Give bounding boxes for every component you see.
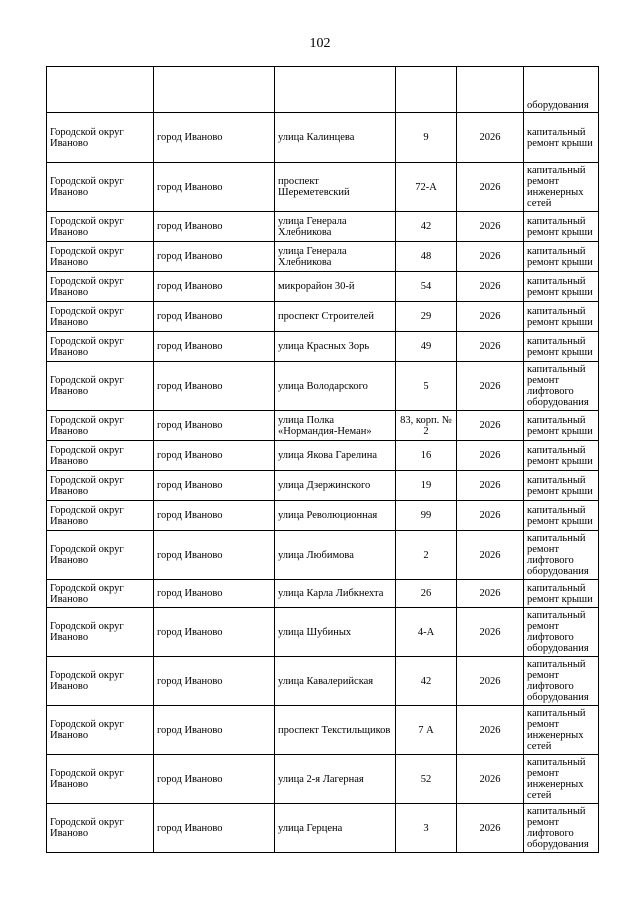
table-row (47, 706, 599, 755)
cell-city: город Иваново (154, 302, 275, 332)
cell-work: капитальный ремонт крыши (524, 302, 599, 332)
cell-street: улица Генерала Хлебникова (275, 242, 396, 272)
cell-okrug: Городской округ Иваново (47, 242, 154, 272)
cell-house: 54 (396, 272, 457, 302)
cell-city: город Иваново (154, 113, 275, 163)
cell-city: город Иваново (154, 471, 275, 501)
table-row (47, 755, 599, 804)
page-number: 102 (309, 36, 331, 51)
cell-house: 29 (396, 302, 457, 332)
cell-okrug: Городской округ Иваново (47, 501, 154, 531)
cell-city: город Иваново (154, 657, 275, 706)
cell-street: улица Карла Либкнехта (275, 580, 396, 608)
cell-house: 7 А (396, 706, 457, 755)
cell-okrug: Городской округ Иваново (47, 163, 154, 212)
cell-city: город Иваново (154, 441, 275, 471)
table-row (47, 804, 599, 853)
table-row (47, 657, 599, 706)
cell-house: 19 (396, 471, 457, 501)
cell-okrug: Городской округ Иваново (47, 608, 154, 657)
cell-work: капитальный ремонт лифтового оборудования (524, 531, 599, 580)
cell-year: 2026 (457, 212, 524, 242)
cell-okrug: Городской округ Иваново (47, 531, 154, 580)
cell-city: город Иваново (154, 804, 275, 853)
table-row (47, 302, 599, 332)
cell-okrug: Городской округ Иваново (47, 657, 154, 706)
cell-street: проспект Текстильщиков (275, 706, 396, 755)
cell-city: город Иваново (154, 755, 275, 804)
cell-street: улица Кавалерийская (275, 657, 396, 706)
cell-city: город Иваново (154, 580, 275, 608)
cell-okrug: Городской округ Иваново (47, 755, 154, 804)
cell-year (457, 67, 524, 113)
cell-street: улица 2-я Лагерная (275, 755, 396, 804)
cell-okrug: Городской округ Иваново (47, 411, 154, 441)
cell-street: улица Генерала Хлебникова (275, 212, 396, 242)
cell-okrug: Городской округ Иваново (47, 804, 154, 853)
cell-street: улица Красных Зорь (275, 332, 396, 362)
table-row (47, 212, 599, 242)
cell-city: город Иваново (154, 531, 275, 580)
cell-work: капитальный ремонт крыши (524, 242, 599, 272)
cell-house: 99 (396, 501, 457, 531)
cell-year: 2026 (457, 531, 524, 580)
cell-house (396, 67, 457, 113)
cell-house: 72-А (396, 163, 457, 212)
cell-house: 52 (396, 755, 457, 804)
cell-house: 48 (396, 242, 457, 272)
cell-work: капитальный ремонт инженерных сетей (524, 755, 599, 804)
table-row-continuation (47, 67, 599, 113)
cell-house: 42 (396, 657, 457, 706)
cell-house: 2 (396, 531, 457, 580)
cell-okrug: Городской округ Иваново (47, 302, 154, 332)
cell-work: капитальный ремонт крыши (524, 411, 599, 441)
cell-city: город Иваново (154, 242, 275, 272)
cell-street: проспект Строителей (275, 302, 396, 332)
cell-year: 2026 (457, 706, 524, 755)
cell-year: 2026 (457, 411, 524, 441)
cell-year: 2026 (457, 501, 524, 531)
cell-work: капитальный ремонт крыши (524, 212, 599, 242)
table-row (47, 441, 599, 471)
cell-work: оборудования (524, 67, 599, 113)
cell-year: 2026 (457, 657, 524, 706)
cell-okrug: Городской округ Иваново (47, 212, 154, 242)
cell-work: капитальный ремонт крыши (524, 332, 599, 362)
cell-street: улица Любимова (275, 531, 396, 580)
cell-work: капитальный ремонт лифтового оборудования (524, 657, 599, 706)
cell-work: капитальный ремонт крыши (524, 501, 599, 531)
cell-house: 9 (396, 113, 457, 163)
cell-street: улица Дзержинского (275, 471, 396, 501)
cell-okrug: Городской округ Иваново (47, 113, 154, 163)
cell-year: 2026 (457, 804, 524, 853)
cell-city: город Иваново (154, 608, 275, 657)
cell-city: город Иваново (154, 362, 275, 411)
cell-city: город Иваново (154, 501, 275, 531)
cell-year: 2026 (457, 242, 524, 272)
cell-okrug (47, 67, 154, 113)
cell-house: 3 (396, 804, 457, 853)
cell-work: капитальный ремонт инженерных сетей (524, 163, 599, 212)
cell-work: капитальный ремонт крыши (524, 580, 599, 608)
cell-street: улица Калинцева (275, 113, 396, 163)
cell-okrug: Городской округ Иваново (47, 272, 154, 302)
cell-work: капитальный ремонт крыши (524, 113, 599, 163)
table-row (47, 411, 599, 441)
table-row (47, 471, 599, 501)
cell-street: улица Володарского (275, 362, 396, 411)
table-row (47, 272, 599, 302)
cell-work: капитальный ремонт лифтового оборудования (524, 362, 599, 411)
cell-okrug: Городской округ Иваново (47, 441, 154, 471)
cell-city: город Иваново (154, 706, 275, 755)
cell-okrug: Городской округ Иваново (47, 362, 154, 411)
table-row (47, 531, 599, 580)
cell-work: капитальный ремонт лифтового оборудования (524, 804, 599, 853)
cell-street: микрорайон 30-й (275, 272, 396, 302)
cell-street: улица Полка «Нормандия-Неман» (275, 411, 396, 441)
cell-okrug: Городской округ Иваново (47, 332, 154, 362)
table-row (47, 332, 599, 362)
cell-city: город Иваново (154, 212, 275, 242)
cell-street: улица Якова Гарелина (275, 441, 396, 471)
cell-house: 4-А (396, 608, 457, 657)
cell-city: город Иваново (154, 272, 275, 302)
cell-okrug: Городской округ Иваново (47, 580, 154, 608)
cell-year: 2026 (457, 302, 524, 332)
cell-work: капитальный ремонт крыши (524, 471, 599, 501)
cell-city: город Иваново (154, 411, 275, 441)
table-row (47, 580, 599, 608)
cell-year: 2026 (457, 163, 524, 212)
cell-city: город Иваново (154, 332, 275, 362)
cell-street: улица Герцена (275, 804, 396, 853)
cell-okrug: Городской округ Иваново (47, 471, 154, 501)
table-row (47, 501, 599, 531)
cell-year: 2026 (457, 362, 524, 411)
cell-year: 2026 (457, 755, 524, 804)
cell-house: 5 (396, 362, 457, 411)
cell-city: город Иваново (154, 163, 275, 212)
cell-work: капитальный ремонт лифтового оборудования (524, 608, 599, 657)
cell-work: капитальный ремонт крыши (524, 272, 599, 302)
cell-work: капитальный ремонт крыши (524, 441, 599, 471)
cell-house: 26 (396, 580, 457, 608)
cell-street: проспект Шереметевский (275, 163, 396, 212)
cell-year: 2026 (457, 471, 524, 501)
table-row (47, 242, 599, 272)
cell-year: 2026 (457, 441, 524, 471)
table-row (47, 163, 599, 212)
table-row (47, 113, 599, 163)
cell-house: 49 (396, 332, 457, 362)
cell-street (275, 67, 396, 113)
cell-work: капитальный ремонт инженерных сетей (524, 706, 599, 755)
cell-street: улица Шубиных (275, 608, 396, 657)
cell-house: 42 (396, 212, 457, 242)
cell-house: 16 (396, 441, 457, 471)
repair-registry-table (46, 66, 599, 853)
cell-street: улица Революционная (275, 501, 396, 531)
table-row (47, 608, 599, 657)
cell-year: 2026 (457, 113, 524, 163)
cell-year: 2026 (457, 332, 524, 362)
cell-city (154, 67, 275, 113)
cell-okrug: Городской округ Иваново (47, 706, 154, 755)
cell-year: 2026 (457, 580, 524, 608)
cell-year: 2026 (457, 272, 524, 302)
table-row (47, 362, 599, 411)
cell-year: 2026 (457, 608, 524, 657)
cell-house: 83, корп. № 2 (396, 411, 457, 441)
